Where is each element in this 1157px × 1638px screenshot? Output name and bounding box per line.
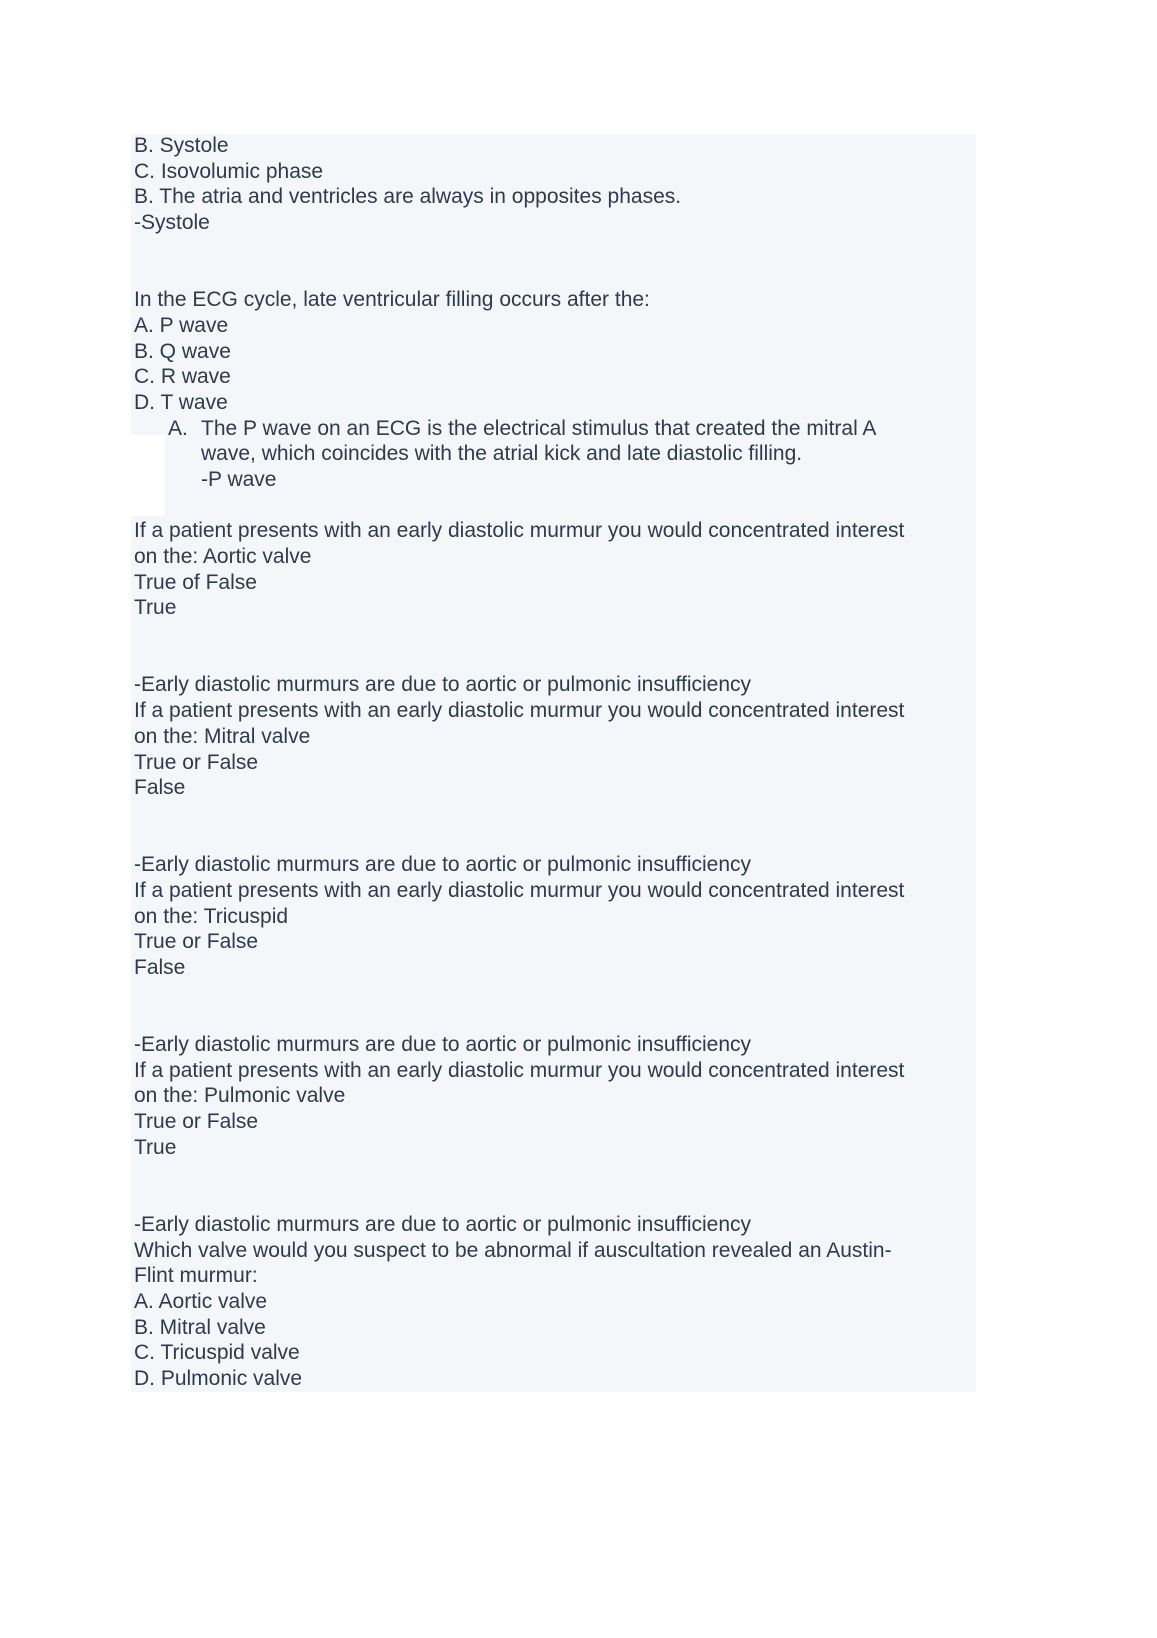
- line-text: True or False: [134, 930, 259, 954]
- line-text: B. Q wave: [134, 339, 231, 363]
- blank-line: [134, 493, 974, 519]
- text-line: [134, 313, 974, 339]
- line-text: -Systole: [134, 211, 210, 235]
- blank-line: [134, 621, 974, 647]
- line-text: -Early diastolic murmurs are due to aortic or pulmonic insufficiency: [134, 673, 752, 697]
- line-text: C. Tricuspid valve: [134, 1341, 300, 1365]
- line-text: True: [134, 1135, 177, 1159]
- line-text: True or False: [134, 750, 259, 774]
- text-line: [134, 390, 974, 416]
- line-text: wave, which coincides with the atrial kick and late diastolic filling.: [201, 442, 803, 466]
- text-line: [134, 672, 974, 698]
- text-line: [134, 1058, 974, 1084]
- text-line: [134, 955, 974, 981]
- text-line: [134, 441, 974, 467]
- text-line: [134, 1289, 974, 1315]
- list-marker: A.: [168, 416, 188, 440]
- blank-line: [134, 827, 974, 853]
- text-line: [134, 133, 974, 159]
- blank-line: [134, 1161, 974, 1187]
- line-text: -Early diastolic murmurs are due to aortic or pulmonic insufficiency: [134, 853, 752, 877]
- text-line: [134, 904, 974, 930]
- line-text: B. Mitral valve: [134, 1315, 266, 1339]
- text-line: [134, 518, 974, 544]
- text-line: [134, 724, 974, 750]
- text-line: [134, 878, 974, 904]
- line-text: Which valve would you suspect to be abnormal if auscultation revealed an Austin-: [134, 1238, 892, 1262]
- line-text: -P wave: [201, 467, 277, 491]
- line-text: True or False: [134, 1110, 259, 1134]
- line-text: If a patient presents with an early diastolic murmur you would concentrated interest: [134, 1058, 905, 1082]
- text-line: [134, 750, 974, 776]
- blank-line: [134, 647, 974, 673]
- line-text: on the: Tricuspid: [134, 904, 289, 928]
- line-text: False: [134, 776, 186, 800]
- line-text: Flint murmur:: [134, 1264, 258, 1288]
- text-line: [134, 287, 974, 313]
- line-text: If a patient presents with an early diastolic murmur you would concentrated interest: [134, 519, 905, 543]
- text-line: [134, 1083, 974, 1109]
- text-line: [134, 698, 974, 724]
- line-text: on the: Aortic valve: [134, 545, 312, 568]
- text-line: [134, 159, 974, 185]
- text-line: [134, 1212, 974, 1238]
- line-text: B. Systole: [134, 134, 229, 157]
- blank-line: [134, 1006, 974, 1032]
- document-body: [134, 133, 974, 1392]
- text-line: [134, 1315, 974, 1341]
- line-text: -Early diastolic murmurs are due to aortic or pulmonic insufficiency: [134, 1033, 752, 1057]
- line-text: D. T wave: [134, 390, 228, 414]
- line-text: A. P wave: [134, 313, 229, 337]
- text-line: [134, 339, 974, 365]
- text-line: [134, 1238, 974, 1264]
- text-line: [134, 570, 974, 596]
- line-text: False: [134, 956, 186, 979]
- line-text: A. Aortic valve: [134, 1289, 268, 1313]
- text-line: [134, 775, 974, 801]
- text-line: [134, 852, 974, 878]
- blank-line: [134, 801, 974, 827]
- blank-line: [134, 261, 974, 287]
- blank-line: [134, 1186, 974, 1212]
- line-text: on the: Mitral valve: [134, 724, 311, 748]
- line-text: B. The atria and ventricles are always in opposites phases.: [134, 185, 682, 209]
- line-text: The P wave on an ECG is the electrical stimulus that created the mitral A: [201, 416, 877, 440]
- line-text: -Early diastolic murmurs are due to aortic or pulmonic insufficiency: [134, 1212, 752, 1236]
- line-text: C. R wave: [134, 365, 231, 389]
- text-line: [134, 544, 974, 570]
- text-line: [134, 1263, 974, 1289]
- text-line: [134, 929, 974, 955]
- text-line: [134, 416, 974, 442]
- blank-line: [134, 981, 974, 1007]
- blank-line: [134, 236, 974, 262]
- line-text: D. Pulmonic valve: [134, 1367, 303, 1390]
- line-text: True: [134, 596, 177, 620]
- text-line: [134, 364, 974, 390]
- line-text: on the: Pulmonic valve: [134, 1084, 346, 1108]
- text-line: [134, 595, 974, 621]
- line-text: If a patient presents with an early diastolic murmur you would concentrated interest: [134, 878, 905, 902]
- text-line: [134, 1109, 974, 1135]
- line-text: True of False: [134, 570, 257, 594]
- line-text: In the ECG cycle, late ventricular filling occurs after the:: [134, 288, 650, 312]
- text-line: [134, 1032, 974, 1058]
- text-line: [134, 1340, 974, 1366]
- line-text: C. Isovolumic phase: [134, 159, 324, 183]
- text-line: [134, 1366, 974, 1392]
- line-text: If a patient presents with an early diastolic murmur you would concentrated interest: [134, 699, 905, 723]
- text-line: [134, 184, 974, 210]
- text-line: [134, 467, 974, 493]
- text-line: [134, 210, 974, 236]
- text-line: [134, 1135, 974, 1161]
